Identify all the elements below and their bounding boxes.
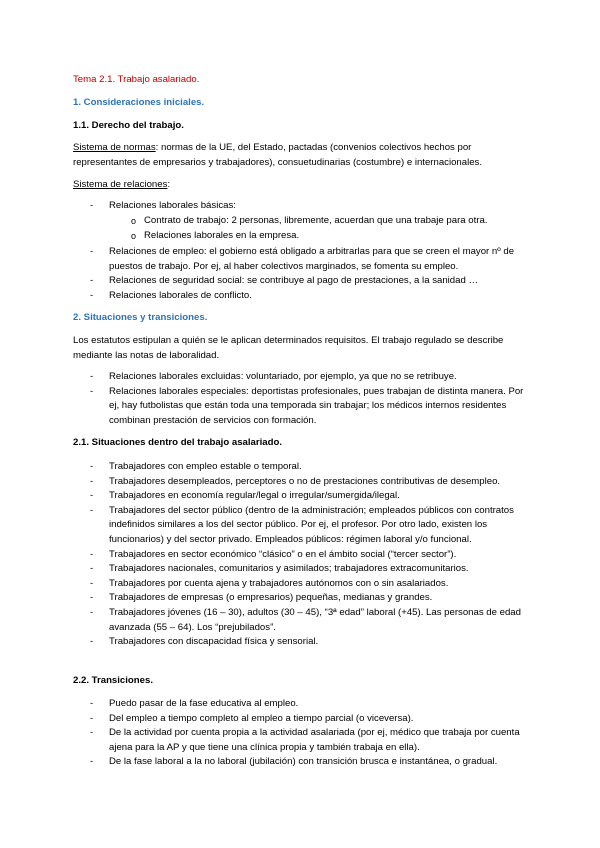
dash-bullet: - bbox=[90, 606, 94, 618]
list-item: - Trabajadores de empresas (o empresarios) pequeñas, medianas y grandes. bbox=[73, 591, 535, 606]
list-item: o Contrato de trabajo: 2 personas, libremente, acuerdan que una trabaje para otra. bbox=[73, 214, 535, 229]
dash-bullet: - bbox=[90, 712, 94, 724]
section-1-heading: 1. Consideraciones iniciales. bbox=[73, 97, 205, 108]
dash-bullet: - bbox=[90, 727, 94, 739]
section-2-2-heading: 2.2. Transiciones. bbox=[73, 675, 153, 686]
circle-bullet: o bbox=[131, 230, 137, 241]
circle-bullet: o bbox=[131, 216, 137, 226]
section-2-list bbox=[73, 370, 535, 428]
relaciones-paragraph bbox=[73, 178, 535, 193]
dash-bullet: - bbox=[90, 577, 94, 589]
list-item: - Trabajadores con discapacidad física y sensorial. bbox=[73, 635, 535, 650]
section-2-paragraph: Los estatutos estipulan a quién se le aplican determinados requisitos. El trabajo regulado se describe mediante las notas de laboralidad. bbox=[73, 335, 504, 361]
list-item: - Trabajadores en economía regular/legal o irregular/sumergida/ilegal. bbox=[73, 489, 535, 504]
list-item: - Puedo pasar de la fase educativa al empleo. bbox=[73, 697, 535, 712]
list-item: - Trabajadores jóvenes (16 – 30), adultos (30 – 45), “3ª edad” laboral (+45). Las personas de edad avanzada (55 – 64). Los “prejubilados”. bbox=[90, 606, 521, 633]
list-item: - Del empleo a tiempo completo al empleo a tiempo parcial (o viceversa). bbox=[73, 712, 535, 727]
dash-bullet: - bbox=[90, 636, 94, 648]
dash-bullet: - bbox=[90, 289, 94, 301]
dash-bullet: - bbox=[90, 246, 94, 257]
section-1-1-heading: 1.1. Derecho del trabajo. bbox=[73, 120, 184, 131]
dash-bullet: - bbox=[90, 756, 94, 768]
list-item: - Relaciones laborales excluidas: voluntariado, por ejemplo, ya que no se retribuye. bbox=[73, 370, 535, 385]
relaciones-sub-list bbox=[73, 214, 535, 243]
list-item: - Trabajadores con empleo estable o temporal. bbox=[73, 460, 535, 475]
list-item: - Relaciones laborales de conflicto. bbox=[73, 289, 535, 304]
section-2-2-list bbox=[73, 697, 535, 770]
list-item: - Trabajadores por cuenta ajena y trabajadores autónomos con o sin asalariados. bbox=[73, 577, 535, 592]
dash-bullet: - bbox=[90, 504, 94, 516]
normas-label: Sistema de normas bbox=[73, 142, 156, 153]
section-2-1-heading: 2.1. Situaciones dentro del trabajo asalariado. bbox=[73, 437, 282, 448]
relaciones-list-a bbox=[73, 199, 535, 214]
list-item: - De la actividad por cuenta propia a la actividad asalariada (por ej, médico que trabaja por cuenta ajena para la AP y que tiene una clínica propia y también trabaja en ella). bbox=[90, 727, 520, 753]
section-2-1-list bbox=[73, 460, 535, 650]
dash-bullet: - bbox=[90, 475, 94, 487]
dash-bullet: - bbox=[90, 461, 94, 472]
dash-bullet: - bbox=[90, 490, 94, 502]
list-item: - Trabajadores en sector económico “clásico” o en el ámbito social (“tercer sector”). bbox=[73, 548, 535, 563]
list-item: - Relaciones laborales básicas: bbox=[73, 199, 535, 214]
list-item: - De la fase laboral a la no laboral (jubilación) con transición brusca e instantánea, o gradual. bbox=[73, 755, 535, 770]
relaciones-list-b bbox=[73, 245, 535, 303]
dash-bullet: - bbox=[90, 200, 94, 211]
section-2-heading: 2. Situaciones y transiciones. bbox=[73, 312, 208, 323]
dash-bullet: - bbox=[90, 548, 94, 560]
normas-paragraph bbox=[73, 141, 535, 170]
dash-bullet: - bbox=[90, 698, 94, 709]
list-item: - Trabajadores del sector público (dentro de la administración; empleados públicos con contratos indefinidos similares a los del sector público. Por ej, el profesor. Por otro lado, existen los funcionarios) y del sector privado. Empleados públicos: régimen laboral y/o funcional. bbox=[90, 504, 514, 545]
list-item: - Relaciones de seguridad social: se contribuye al pago de prestaciones, a la sanidad … bbox=[73, 274, 535, 289]
list-item: - Relaciones laborales especiales: deportistas profesionales, pues trabajan de distinta manera. Por ej, hay futbolistas que están toda una temporada sin trabajar; los médicos internos residentes combinan prestación de servicios con formación. bbox=[90, 385, 524, 426]
document-title: Tema 2.1. Trabajo asalariado. bbox=[73, 74, 200, 85]
list-item: - Trabajadores nacionales, comunitarios y asimilados; trabajadores extracomunitarios. bbox=[73, 562, 535, 577]
normas-text: : normas de la UE, del Estado, pactadas (convenios colectivos hechos por representantes de empresarios y trabajadores), consuetudinarias (costumbre) e internacionales. bbox=[73, 142, 483, 168]
dash-bullet: - bbox=[90, 592, 94, 604]
relaciones-label: Sistema de relaciones bbox=[73, 179, 168, 190]
list-item: - Relaciones de empleo: el gobierno está obligado a arbitrarlas para que se creen el mayor nº de puestos de trabajo. Por ej, al haber colectivos marginados, se fomenta su empleo. bbox=[90, 246, 515, 272]
relaciones-colon: : bbox=[167, 179, 171, 190]
dash-bullet: - bbox=[90, 275, 94, 287]
list-item: - Trabajadores desempleados, perceptores o no de prestaciones contributivas de desempleo. bbox=[73, 475, 535, 490]
dash-bullet: - bbox=[90, 563, 94, 575]
dash-bullet: - bbox=[90, 371, 94, 382]
dash-bullet: - bbox=[90, 385, 94, 397]
list-item: o Relaciones laborales en la empresa. bbox=[73, 229, 535, 244]
